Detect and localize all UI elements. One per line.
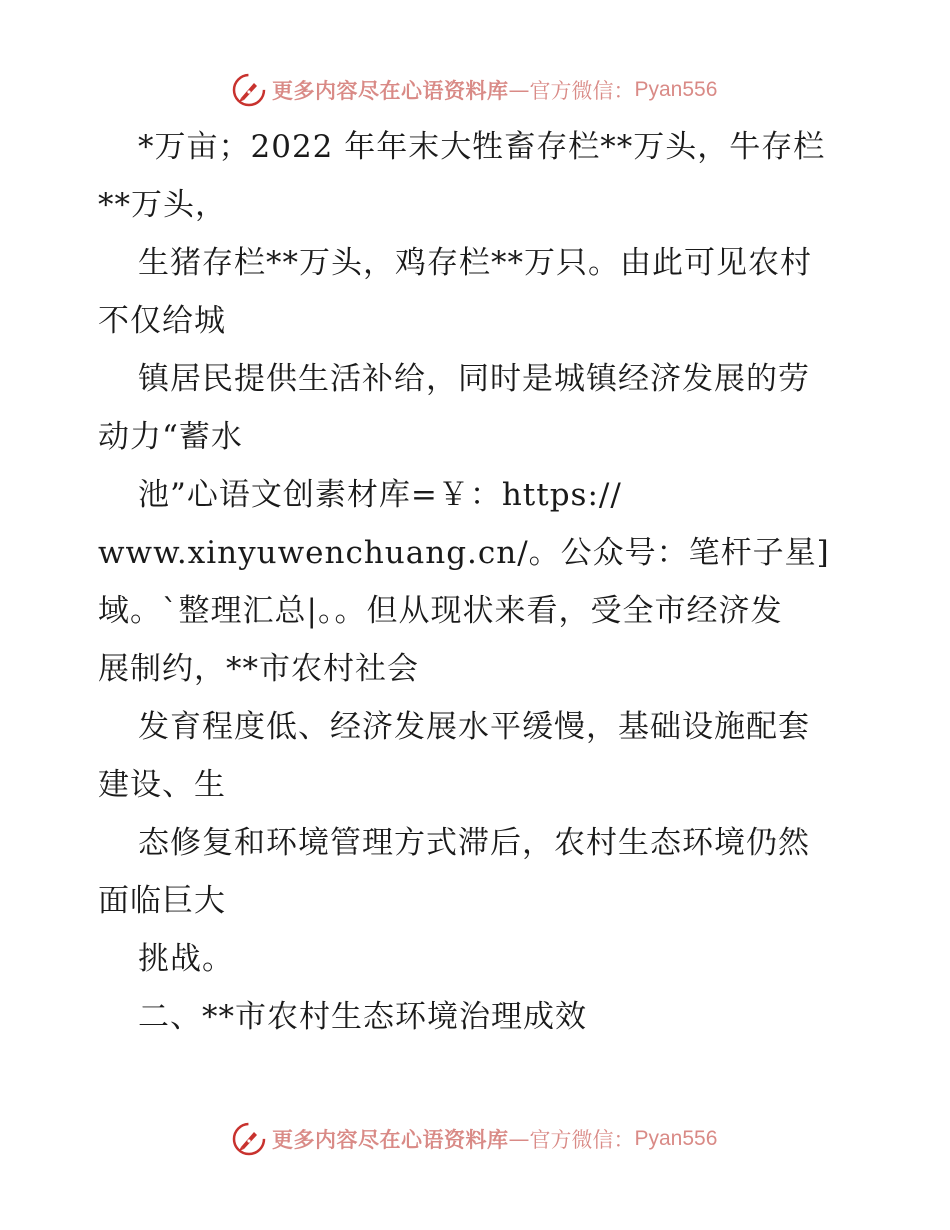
body-line: 展制约，**市农村社会 bbox=[98, 651, 419, 687]
body-line: 镇居民提供生活补给，同时是城镇经济发展的劳 bbox=[138, 361, 810, 397]
banner-separator: — bbox=[508, 1127, 530, 1151]
footer-banner bbox=[232, 1121, 717, 1157]
body-line: 态修复和环境管理方式滞后，农村生态环境仍然 bbox=[138, 825, 810, 861]
body-line: 挑战。 bbox=[138, 941, 234, 977]
document-body bbox=[98, 118, 858, 1046]
body-line: www.xinyuwenchuang.cn/。公众号：笔杆子星] bbox=[98, 535, 830, 571]
pen-nib-logo-icon bbox=[232, 73, 266, 107]
body-line: 生猪存栏**万头，鸡存栏**万只。由此可见农村 bbox=[138, 245, 812, 281]
body-line: 域。`整理汇总|。。但从现状来看，受全市经济发 bbox=[98, 593, 783, 629]
body-line: *万亩；2022 年年末大牲畜存栏**万头，牛存栏 bbox=[138, 129, 826, 165]
pen-nib-logo-icon bbox=[232, 1122, 266, 1156]
banner-separator: — bbox=[508, 78, 530, 102]
body-line: 面临巨大 bbox=[98, 883, 226, 919]
banner-brand-text: 更多内容尽在心语资料库 bbox=[272, 79, 509, 103]
header-banner bbox=[232, 72, 717, 108]
body-line: 不仅给城 bbox=[98, 303, 226, 339]
banner-brand-text: 更多内容尽在心语资料库 bbox=[272, 1128, 509, 1152]
body-line: **万头， bbox=[98, 187, 227, 223]
body-line: 建设、生 bbox=[98, 767, 226, 803]
body-line: 动力“蓄水 bbox=[98, 419, 243, 455]
banner-wechat-label: 官方微信： bbox=[529, 79, 635, 103]
body-line: 池”心语文创素材库=￥：https:// bbox=[138, 477, 622, 513]
banner-wechat-id: Pyan556 bbox=[634, 1127, 718, 1150]
banner-wechat-label: 官方微信： bbox=[529, 1128, 635, 1152]
section-heading: 二、**市农村生态环境治理成效 bbox=[138, 999, 587, 1035]
banner-wechat-id: Pyan556 bbox=[634, 78, 718, 101]
body-line: 发育程度低、经济发展水平缓慢，基础设施配套 bbox=[138, 709, 810, 745]
